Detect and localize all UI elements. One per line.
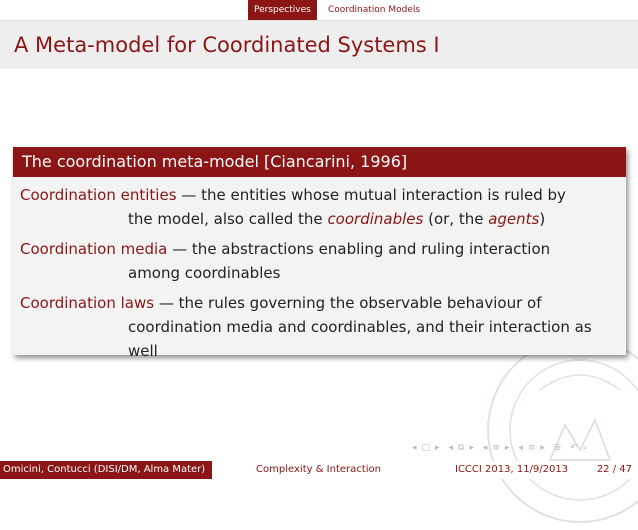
- definition-text: — the entities whose mutual interaction is ruled by: [181, 186, 566, 204]
- block-title: The coordination meta-model [Ciancarini, 1996]: [13, 147, 626, 177]
- footer-date-page: [425, 461, 638, 479]
- search-back-icon[interactable]: ↶: [570, 443, 579, 453]
- definition-text: — the abstractions enabling and ruling interaction: [172, 240, 551, 258]
- nav-section-perspectives[interactable]: Perspectives: [248, 0, 317, 20]
- page-title: A Meta-model for Coordinated Systems I: [14, 33, 440, 57]
- definition-item-media: [20, 237, 620, 285]
- definition-text-continued: coordination media and coordinables, and their interaction as: [128, 318, 592, 336]
- block-body: [13, 177, 626, 360]
- slide-icon[interactable]: □: [421, 443, 432, 453]
- next-subsection-icon[interactable]: ▸: [504, 443, 511, 453]
- definition-term: Coordination laws: [20, 294, 155, 312]
- definition-text-continued: well: [128, 342, 158, 360]
- footer-date: ICCCI 2013, 11/9/2013: [455, 464, 569, 475]
- definition-item-entities: Coordination entities — the entities whose mutual interaction is ruled by the model, also called the coordinables (or, the agents): [20, 186, 566, 228]
- footer-page-number: 22 / 47: [596, 464, 632, 475]
- frame-title-bar: [0, 21, 638, 69]
- prev-slide-icon[interactable]: ◂: [412, 443, 418, 453]
- next-section-icon[interactable]: ▸: [540, 443, 546, 453]
- beamer-navigation-symbols: [412, 443, 593, 455]
- definition-item-laws: [20, 291, 620, 363]
- search-icon[interactable]: ⌕: [582, 443, 589, 453]
- subsection-icon[interactable]: ≡: [492, 443, 501, 453]
- definition-text: — the rules governing the observable behaviour of: [158, 294, 542, 312]
- prev-section-icon[interactable]: ◂: [518, 443, 524, 453]
- emphasis-coordinables: coordinables: [327, 210, 424, 228]
- definition-text-continued: among coordinables: [128, 264, 281, 282]
- frame-icon[interactable]: ⧉: [457, 443, 466, 453]
- slide-footer: [0, 461, 638, 479]
- next-slide-icon[interactable]: ▸: [435, 443, 441, 453]
- next-frame-icon[interactable]: ▸: [469, 443, 475, 453]
- emphasis-agents: agents: [488, 210, 540, 228]
- prev-subsection-icon[interactable]: ◂: [482, 443, 489, 453]
- definition-term: Coordination media: [20, 240, 168, 258]
- section-navigation: [0, 0, 638, 21]
- definition-term: Coordination entities: [20, 186, 177, 204]
- definition-block: [13, 147, 626, 360]
- footer-short-title: Complexity & Interaction: [212, 461, 425, 479]
- prev-frame-icon[interactable]: ◂: [448, 443, 454, 453]
- align-icon[interactable]: ≣: [553, 443, 563, 453]
- section-icon[interactable]: ≡: [527, 443, 537, 453]
- nav-section-coordination-models[interactable]: Coordination Models: [328, 5, 421, 15]
- footer-authors: Omicini, Contucci (DISI/DM, Alma Mater): [0, 461, 212, 479]
